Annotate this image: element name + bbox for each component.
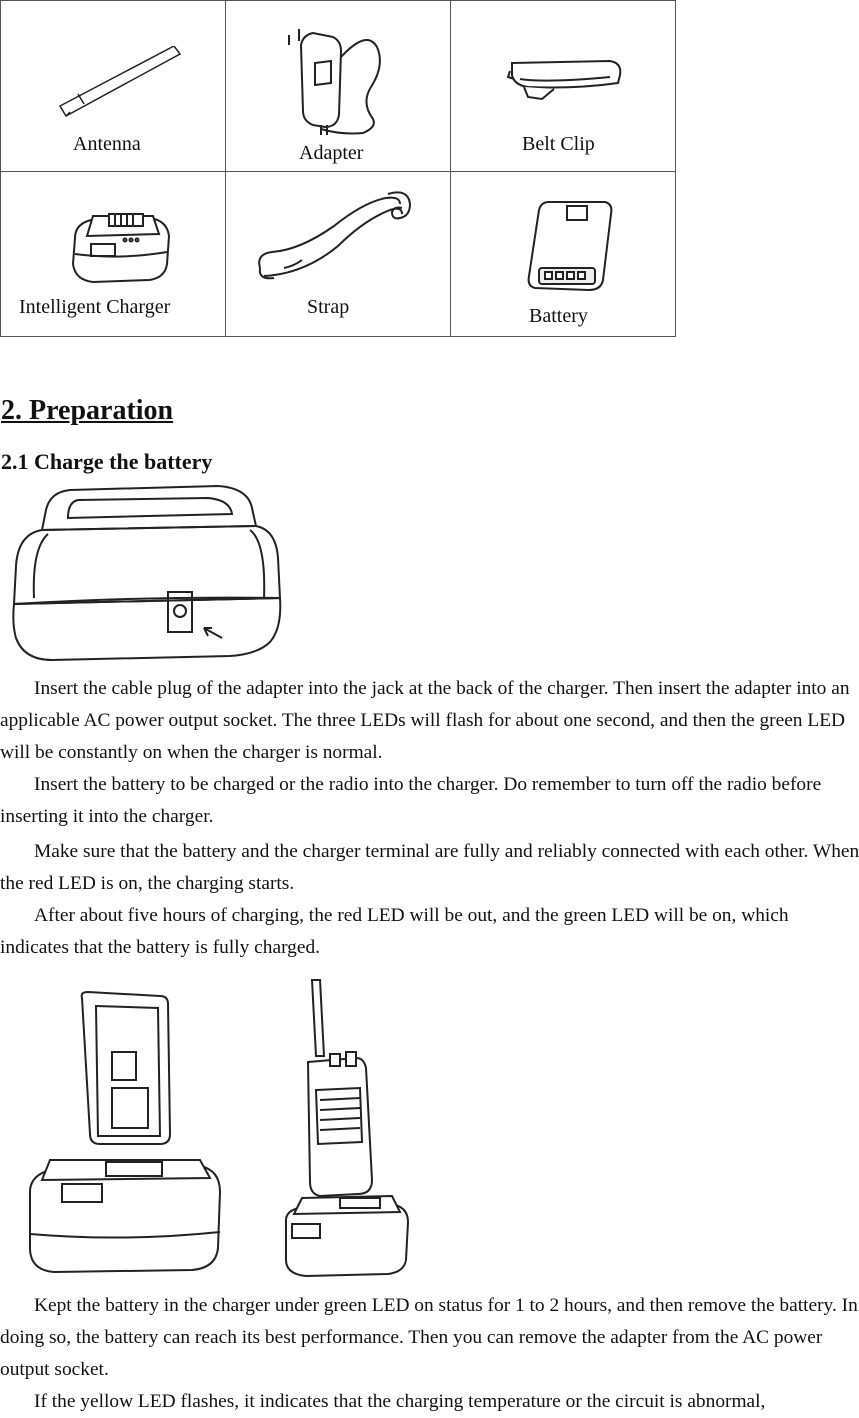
battery-icon [525, 198, 615, 294]
antenna-label: Antenna [73, 133, 141, 155]
charging-illustration [20, 972, 440, 1282]
adapter-icon [281, 17, 401, 137]
cell-strap [226, 172, 451, 337]
antenna-icon [56, 46, 186, 126]
accessories-table [0, 0, 676, 337]
battery-label: Battery [529, 305, 588, 327]
charger-back-illustration [8, 478, 286, 668]
cell-belt-clip [451, 1, 676, 172]
paragraph: If the yellow LED flashes, it indicates that the charging temperature or the circuit is abnormal, [34, 1391, 766, 1412]
strap-icon [254, 190, 422, 286]
cell-battery [451, 172, 676, 337]
belt-clip-icon [506, 57, 626, 105]
cell-antenna [1, 1, 226, 172]
paragraph: Insert the cable plug of the adapter into the jack at the back of the charger. Then insert the adapter into an applicable AC power output socket. The three LEDs will flash for about one second, and then the green LED will be constantly on when the charger is normal. [0, 678, 850, 763]
belt-clip-label: Belt Clip [522, 133, 595, 155]
charger-icon [69, 208, 173, 286]
cell-adapter [226, 1, 451, 172]
paragraph: Insert the battery to be charged or the radio into the charger. Do remember to turn off the radio before inserting it into the charger. [0, 774, 822, 827]
section-title: 2. Preparation [1, 395, 174, 426]
paragraph: After about five hours of charging, the red LED will be out, and the green LED will be on, which indicates that the battery is fully charged. [0, 905, 789, 958]
subsection-title: 2.1 Charge the battery [1, 449, 213, 474]
table-row [1, 1, 676, 172]
charger-label: Intelligent Charger [19, 296, 171, 318]
strap-label: Strap [307, 296, 350, 318]
adapter-label: Adapter [299, 142, 364, 164]
paragraph: Kept the battery in the charger under green LED on status for 1 to 2 hours, and then remove the battery. In doing so, the battery can reach its best performance. Then you can remove the adapter from the AC power output socket. [0, 1295, 858, 1380]
table-row [1, 172, 676, 337]
cell-charger [1, 172, 226, 337]
paragraph: Make sure that the battery and the charger terminal are fully and reliably connected with each other. When the red LED is on, the charging starts. [0, 841, 859, 894]
